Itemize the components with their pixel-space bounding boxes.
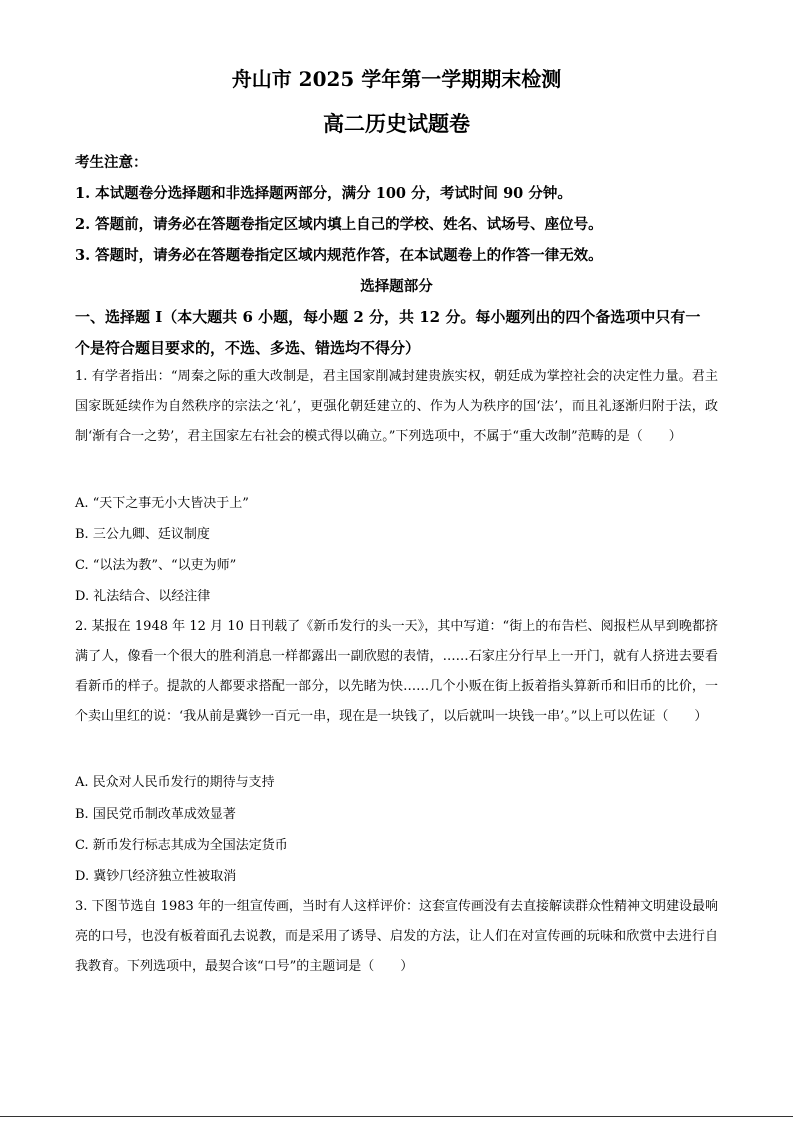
question-1-option-b: B. 三公九卿、廷议制度 bbox=[75, 527, 210, 542]
notice-label: 考生注意： bbox=[75, 154, 148, 171]
question-1-option-a: A. “天下之事无小大皆决于上” bbox=[75, 496, 249, 511]
question-2-option-c: C. 新币发行标志其成为全国法定货币 bbox=[75, 838, 288, 853]
section-title: 选择题部分 bbox=[360, 278, 433, 295]
exam-subtitle: 高二历史试题卷 bbox=[323, 111, 470, 136]
question-2-stem: 2. 某报在 1948 年 12 月 10 日刊载了《新币发行的头一天》，其中写道：“街上的布告栏、阅报栏从早到晚都挤满了人，像看一个很大的胜利消息一样都露出一副欣慰的表情，……石家庄分行早上一开门，就有人挤进去要看看新币的样子。提款的人都要求搭配一部分，以先睹为快……几个小贩在街上扳着指头算新币和旧币的比价，一个卖山里红的说：‘我从前是冀钞一百元一串，现在是一块钱了，以后就叫一块钱一串’。”以上可以佐证（ ） bbox=[75, 619, 718, 724]
exam-title: 舟山市 2025 学年第一学期期末检测 bbox=[231, 67, 562, 91]
notice-item-2: 2. 答题前，请务必在答题卷指定区域内填上自己的学校、姓名、试场号、座位号。 bbox=[75, 216, 603, 233]
page-bottom-rule bbox=[0, 1116, 793, 1117]
question-3-stem: 3. 下图节选自 1983 年的一组宣传画，当时有人这样评价：这套宣传画没有去直接解读群众性精神文明建设最响亮的口号，也没有板着面孔去说教，而是采用了诱导、启发的方法，让人们在对宣传画的玩味和欣赏中去进行自我教育。下列选项中，最契合该“口号”的主题词是（ ） bbox=[75, 899, 718, 974]
question-1-option-c: C. “以法为教”、“以吏为师” bbox=[75, 558, 237, 573]
section-heading-line-1: 一、选择题 I（本大题共 6 小题，每小题 2 分，共 12 分。每小题列出的四个备选项中只有一 bbox=[75, 308, 701, 326]
notice-item-1: 1. 本试题卷分选择题和非选择题两部分，满分 100 分，考试时间 90 分钟。 bbox=[75, 185, 572, 202]
question-1-option-d: D. 礼法结合、以经注律 bbox=[75, 589, 211, 604]
section-heading-line-2: 个是符合题目要求的，不选、多选、错选均不得分） bbox=[75, 339, 421, 357]
question-2-option-d: D. 冀钞⺇经济独立性被取消 bbox=[75, 869, 237, 884]
question-2-option-a: A. 民众对人民币发行的期待与支持 bbox=[75, 775, 275, 790]
notice-item-3: 3. 答题时，请务必在答题卷指定区域内规范作答，在本试题卷上的作答一律无效。 bbox=[75, 247, 603, 264]
question-1-stem: 1. 有学者指出：“周秦之际的重大改制是，君主国家削减封建贵族实权，朝廷成为掌控社会的决定性力量。君主国家既延续作为自然秩序的宗法之‘礼’，更强化朝廷建立的、作为人为秩序的国‘法’，而且礼逐渐归附于法，政制‘渐有合一之势’，君主国家左右社会的模式得以确立。”下列选项中，不属于“重大改制”范畴的是（ ） bbox=[75, 369, 718, 444]
question-2-option-b: B. 国民党币制改革成效显著 bbox=[75, 807, 236, 822]
